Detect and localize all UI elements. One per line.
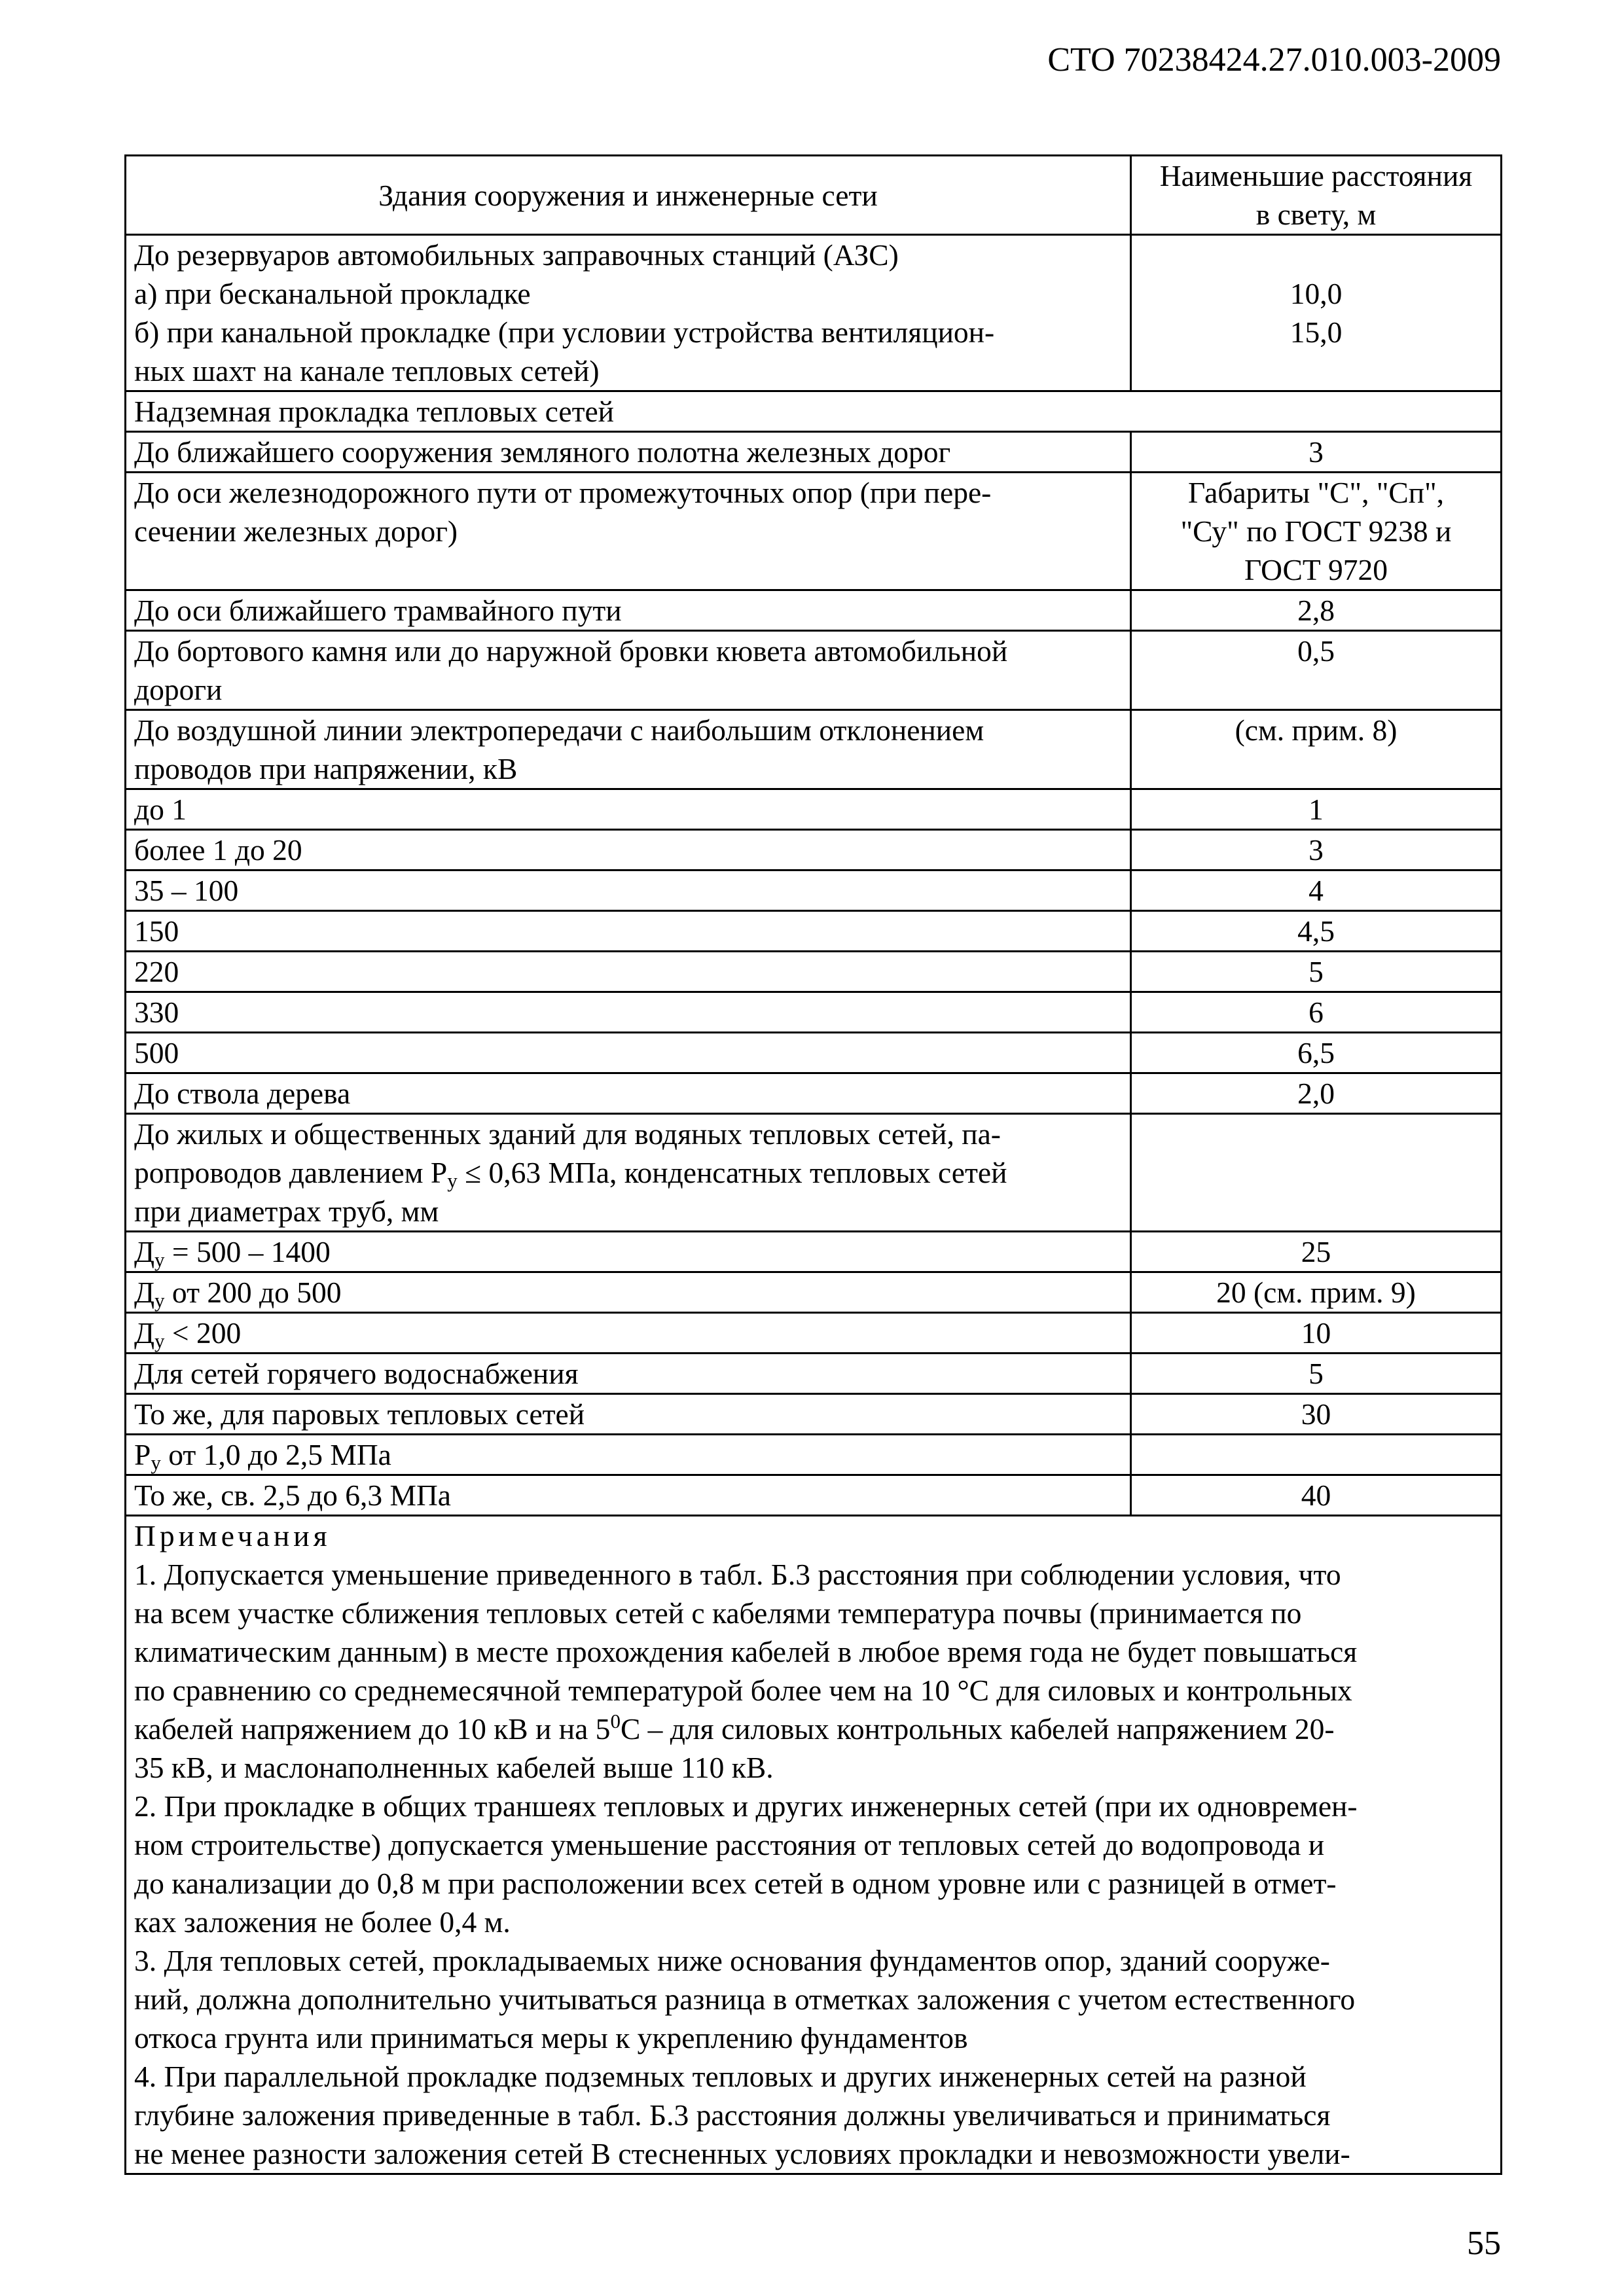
notes-title: Примечания [134,1519,331,1552]
notes-block [126,1516,1502,2174]
note-line: кабелей напряжением до 10 кВ и на $5^0С$ – для силовых контрольных кабелей напряжением 20- [134,1710,1335,1746]
table-row [126,1394,1502,1435]
row-value [1131,1114,1502,1232]
row-value [1131,1435,1502,1475]
section-row [126,391,1502,432]
row-label: $Р_у$ от 1,0 до 2,5 МПа [126,1435,1131,1475]
row-label: до 1 [126,789,1131,830]
section-label: Надземная прокладка тепловых сетей [126,391,1502,432]
row-label: 500 [126,1033,1131,1073]
row-label: До ближайшего сооружения земляного полотна железных дорог [126,432,1131,473]
row-label: До резервуаров автомобильных заправочных станций (АЗС) а) при бесканальной прокладке б) при канальной прокладке (при условии устройства вентиляцион- ных шахт на канале тепловых сетей) [126,235,1131,391]
row-value: 2,0 [1131,1073,1502,1114]
table-row [126,1073,1502,1114]
row-value: 30 [1131,1394,1502,1435]
row-label: До воздушной линии электропередачи с наибольшим отклонением проводов при напряжении, кВ [126,710,1131,789]
table-row [126,1435,1502,1475]
table-header-row [126,156,1502,235]
row-value: 5 [1131,1354,1502,1394]
row-value: 25 [1131,1232,1502,1272]
table-row [126,631,1502,710]
row-value: 3 [1131,830,1502,870]
note-line: до канализации до 0,8 м при расположении всех сетей в одном уровне или с разницей в отмет- [134,1867,1337,1900]
row-label: До бортового камня или до наружной бровки кювета автомобильной дороги [126,631,1131,710]
table-row [126,1354,1502,1394]
row-value: (см. прим. 8) [1131,710,1502,789]
row-label: 35 – 100 [126,870,1131,911]
page-number: 55 [1467,2225,1501,2262]
note-line: ках заложения не более 0,4 м. [134,1905,511,1939]
table-row [126,1114,1502,1232]
row-label: То же, для паровых тепловых сетей [126,1394,1131,1435]
row-label: Для сетей горячего водоснабжения [126,1354,1131,1394]
note-line: глубине заложения приведенные в табл. Б.3 расстояния должны увеличиваться и приниматься [134,2098,1331,2132]
row-value: 0,5 [1131,631,1502,710]
row-value: 4 [1131,870,1502,911]
row-value: 6 [1131,992,1502,1033]
row-label: $Д_у < 200$ [126,1313,1131,1354]
table-row [126,830,1502,870]
note-line: ний, должна дополнительно учитываться разница в отметках заложения с учетом естественного [134,1982,1356,2016]
note-line: ном строительстве) допускается уменьшение расстояния от тепловых сетей до водопровода и [134,1828,1325,1861]
column-header-distances: Наименьшие расстояния в свету, м [1131,156,1502,235]
table-row [126,710,1502,789]
row-label: До оси ближайшего трамвайного пути [126,590,1131,631]
note-line: 1. Допускается уменьшение приведенного в табл. Б.3 расстояния при соблюдении условия, что [134,1558,1341,1591]
table-row [126,789,1502,830]
row-value: 2,8 [1131,590,1502,631]
row-value: 6,5 [1131,1033,1502,1073]
table-row [126,235,1502,391]
table-row [126,590,1502,631]
table-row [126,1033,1502,1073]
table-row [126,992,1502,1033]
row-label: 330 [126,992,1131,1033]
table-row [126,1313,1502,1354]
row-value: 10,0 15,0 [1131,235,1502,391]
row-value: Габариты "С", "Сп", "Су" по ГОСТ 9238 и ГОСТ 9720 [1131,473,1502,590]
note-line: 3. Для тепловых сетей, прокладываемых ниже основания фундаментов опор, зданий сооруже- [134,1944,1330,1977]
column-header-structures: Здания сооружения и инженерные сети [126,156,1131,235]
note-line: 4. При параллельной прокладке подземных тепловых и других инженерных сетей на разной [134,2060,1307,2093]
row-value: 3 [1131,432,1502,473]
note-line: по сравнению со среднемесячной температурой более чем на 10 °С для силовых и контрольных [134,1674,1352,1707]
notes-row [126,1516,1502,2174]
row-label: До жилых и общественных зданий для водяных тепловых сетей, па- ропроводов давлением $Р_у \le 0,63$ МПа, конденсатных тепловых сетей при диаметрах труб, мм [126,1114,1131,1232]
document-code: СТО 70238424.27.010.003-2009 [1047,41,1501,79]
note-line: климатическим данным) в месте прохождения кабелей в любое время года не будет повышаться [134,1635,1358,1668]
row-label: До оси железнодорожного пути от промежуточных опор (при пере- сечении железных дорог) [126,473,1131,590]
note-line: 2. При прокладке в общих траншеях тепловых и других инженерных сетей (при их одновремен- [134,1789,1358,1823]
table-row [126,1232,1502,1272]
table-row [126,1272,1502,1313]
distances-table [124,154,1502,2175]
note-line: 35 кВ, и маслонаполненных кабелей выше 110 кВ. [134,1751,774,1784]
table-row [126,911,1502,952]
row-value: 40 [1131,1475,1502,1516]
note-line: не менее разности заложения сетей В стесненных условиях прокладки и невозможности увели- [134,2137,1350,2170]
table-row [126,1475,1502,1516]
table-row [126,952,1502,992]
row-label: До ствола дерева [126,1073,1131,1114]
row-value: 20 (см. прим. 9) [1131,1272,1502,1313]
row-label: 150 [126,911,1131,952]
row-label: $Д_у = 500 - 1400$ [126,1232,1131,1272]
note-line: откоса грунта или приниматься меры к укреплению фундаментов [134,2021,968,2054]
table-row [126,473,1502,590]
row-value: 10 [1131,1313,1502,1354]
note-line: на всем участке сближения тепловых сетей с кабелями температура почвы (принимается по [134,1596,1302,1630]
row-value: 1 [1131,789,1502,830]
table-row [126,870,1502,911]
table-row [126,432,1502,473]
row-label: $Д_у$ от 200 до 500 [126,1272,1131,1313]
row-label: более 1 до 20 [126,830,1131,870]
row-label: 220 [126,952,1131,992]
row-label: То же, св. 2,5 до 6,3 МПа [126,1475,1131,1516]
row-value: 5 [1131,952,1502,992]
row-value: 4,5 [1131,911,1502,952]
